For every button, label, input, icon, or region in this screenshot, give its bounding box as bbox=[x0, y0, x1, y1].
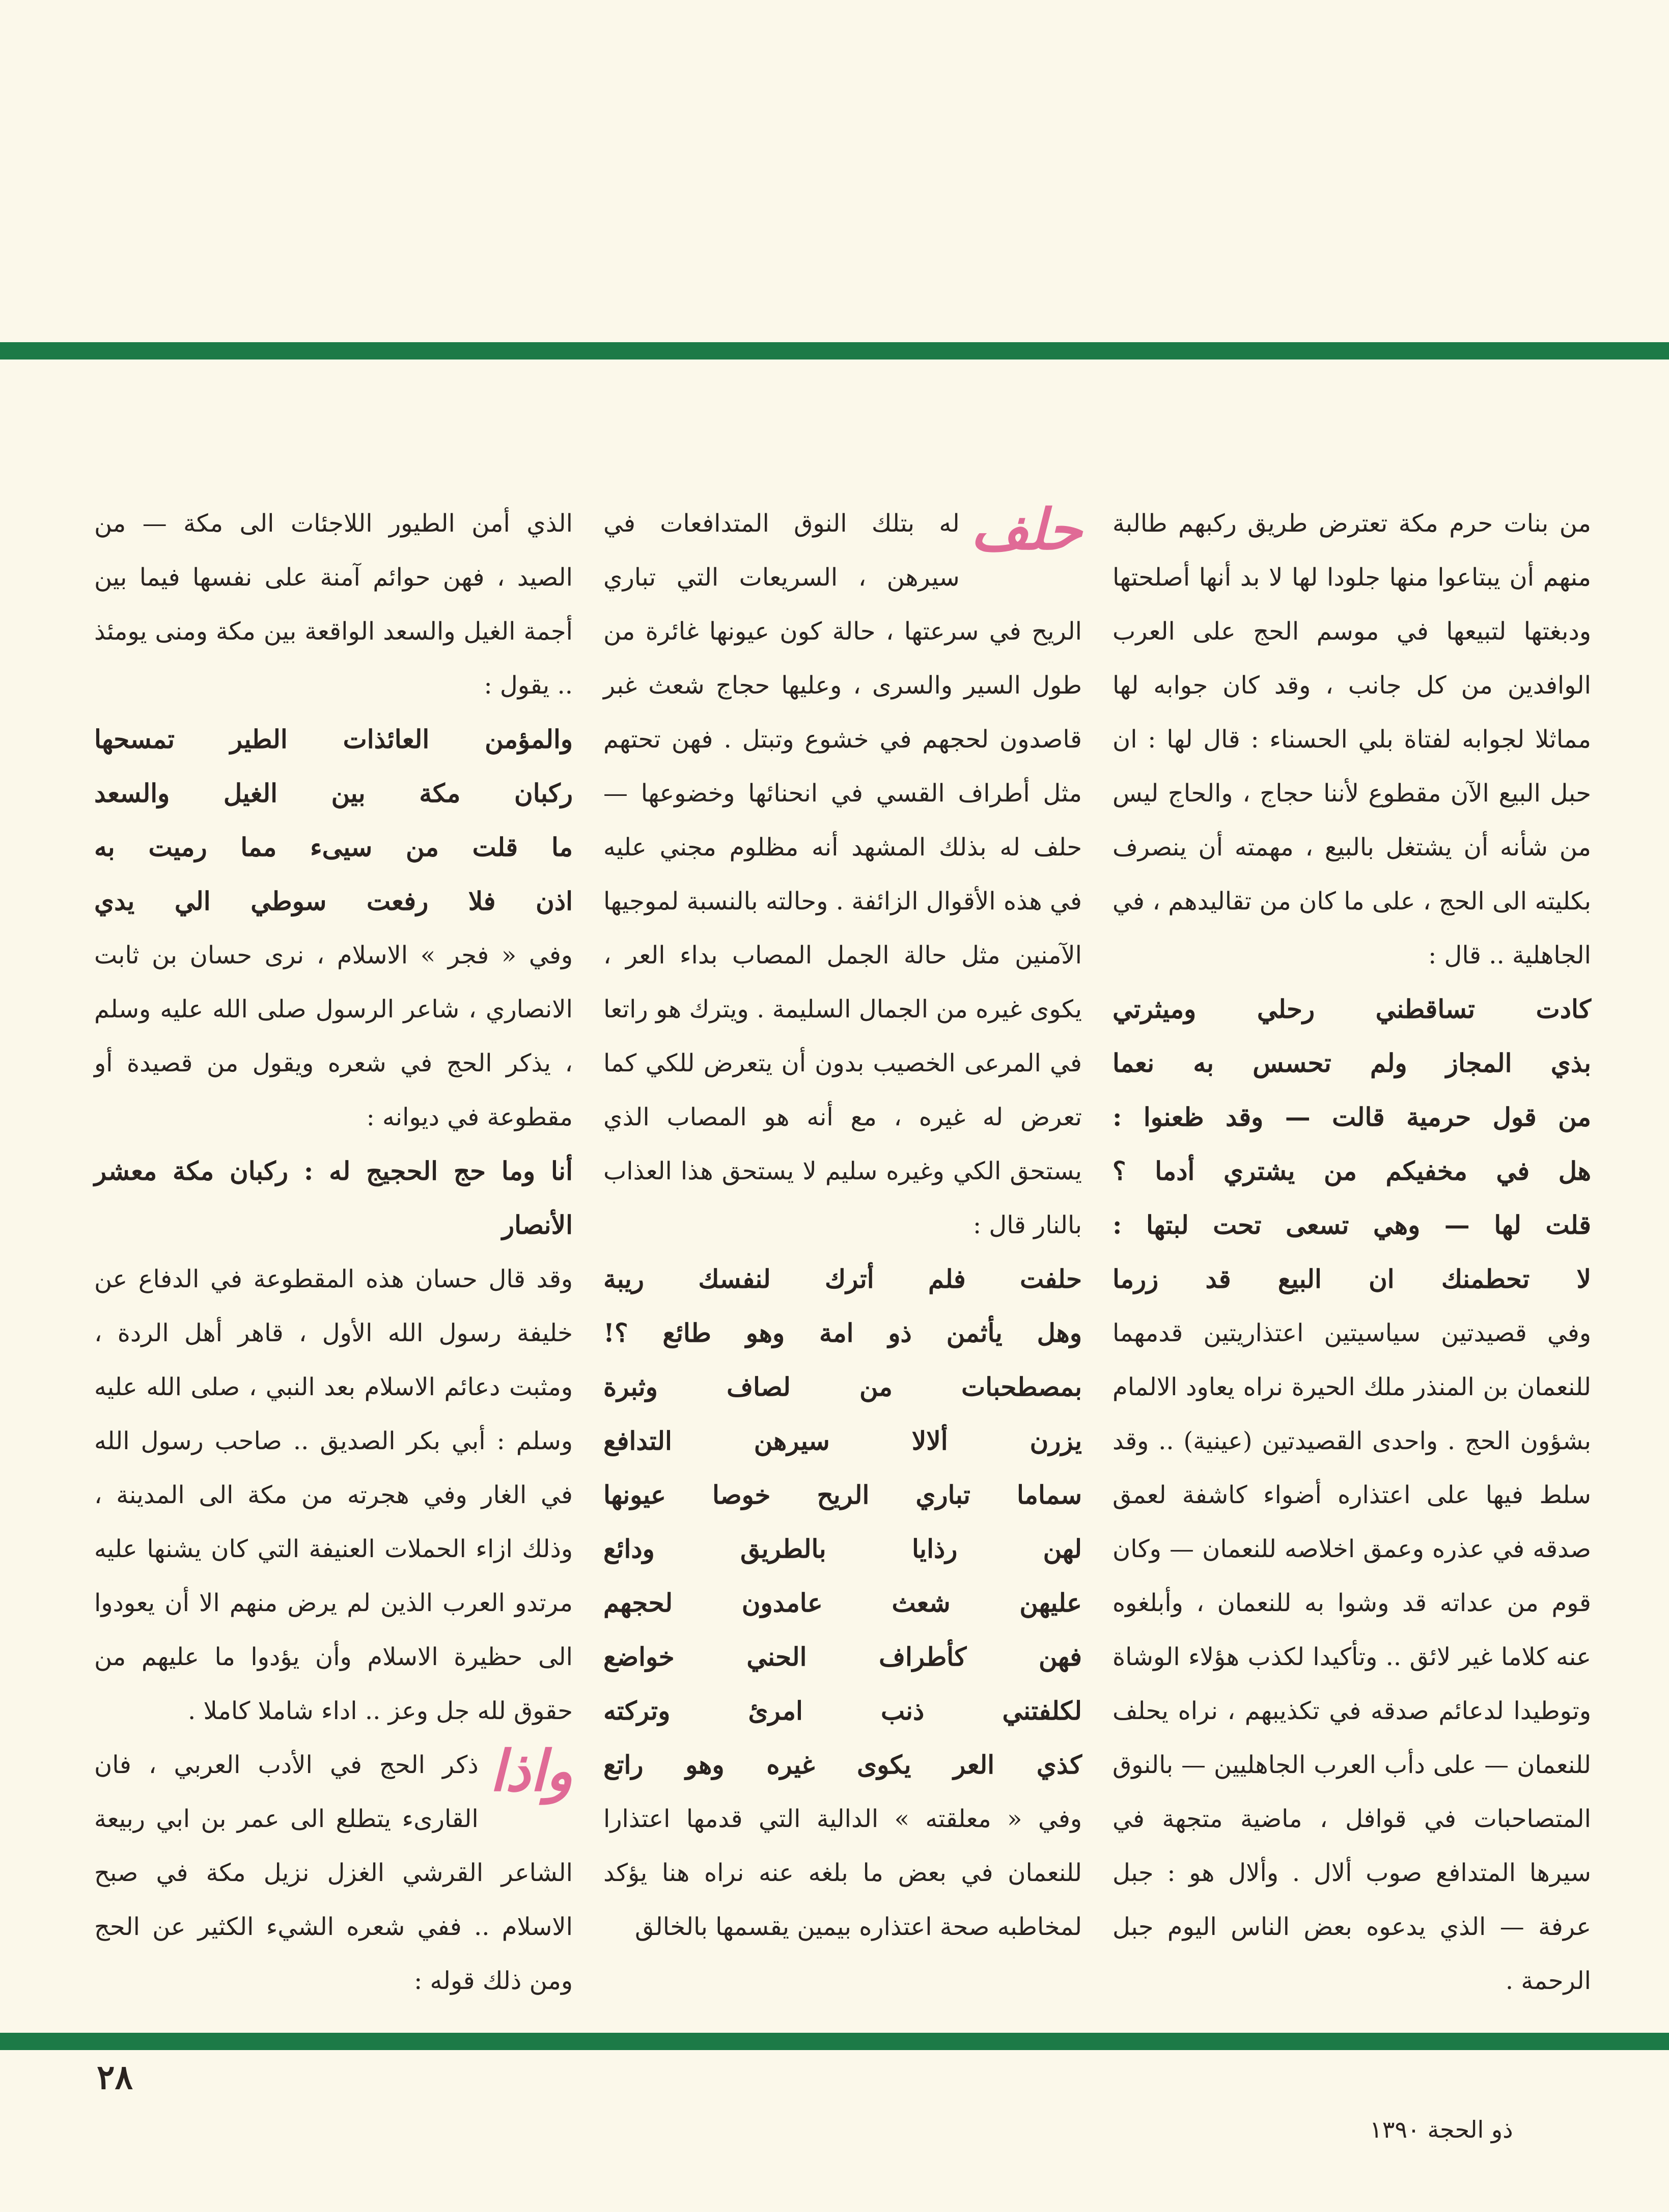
paragraph-text: ذكر الحج في الأدب العربي ، فان القارىء يتطلع الى عمر بن ابي ربيعة الشاعر القرشي الغزل نزيل مكة في صبح الاسلام .. ففي شعره الشيء الكثير عن الحج ومن ذلك قوله : bbox=[94, 1751, 573, 1995]
top-green-rule bbox=[0, 342, 1669, 360]
paragraph: وفي « فجر » الاسلام ، نرى حسان بن ثابت الانصاري ، شاعر الرسول صلى الله عليه وسلم ، يذكر الحج في شعره ويقول من قصيدة أو مقطوعة في ديوانه : bbox=[94, 941, 573, 1131]
paragraph bbox=[603, 496, 1082, 1252]
verse-line: وهل يأثمن ذو امة وهو طائع ؟! bbox=[603, 1318, 1082, 1348]
paragraph: من بنات حرم مكة تعترض طريق ركبهم طالبة منهم أن يبتاعوا منها جلودا لها لا بد أنها أصلحتها ودبغتها لتبيعها في موسم الحج على العرب الوافدين من كل جانب ، وقد كان جوابه لها مماثلا لجوابه لفتاة بلي الحسناء : قال لها : ان حبل البيع الآن مقطوع لأننا حجاج ، والحاج ليس من شأنه أن يشتغل بالبيع ، مهمته أن ينصرف بكليته الى الحج ، على ما كان من تقاليدهم ، في الجاهلية .. قال : bbox=[1112, 509, 1592, 970]
column-right bbox=[1112, 496, 1592, 1995]
verse-line: فهن كأطراف الحني خواضع bbox=[603, 1642, 1082, 1672]
drop-word: واذا bbox=[489, 1738, 573, 1804]
verse-line: عليهن شعث عامدون لحجهم bbox=[603, 1588, 1082, 1618]
verse-line: ركبان مكة بين الغيل والسعد bbox=[94, 778, 573, 808]
verse-line: لهن رذايا بالطريق ودائع bbox=[603, 1534, 1082, 1564]
paragraph-text: له بتلك النوق المتدافعات في سيرهن ، السريعات التي تباري الريح في سرعتها ، حالة كون عيونها غائرة من طول السير والسرى ، وعليها حجاج شعث غبر قاصدون لحجهم في خشوع وتبتل . فهن تحتهم مثل أطراف القسي في انحنائها وخضوعها — حلف له بذلك المشهد أنه مظلوم مجني عليه في هذه الأقوال الزائفة . وحالته بالنسبة لموجيها الآمنين مثل حالة الجمل المصاب بداء العر ، يكوى غيره من الجمال السليمة . ويترك هو راتعا في المرعى الخصيب بدون أن يتعرض للكي كما تعرض له غيره ، مع أنه هو المصاب الذي يستحق الكي وغيره سليم لا يستحق هذا العذاب بالنار قال : bbox=[603, 509, 1082, 1239]
verse-line: يزرن ألالا سيرهن التدافع bbox=[603, 1426, 1082, 1456]
column-middle bbox=[603, 496, 1082, 1941]
paragraph: الذي أمن الطيور اللاجئات الى مكة — من الصيد ، فهن حوائم آمنة على نفسها فيما بين أجمة الغيل والسعد الواقعة بين مكة ومنى يومئذ .. يقول : bbox=[94, 509, 573, 700]
verse-line: بمصطحبات من لصاف وثبرة bbox=[603, 1372, 1082, 1402]
bottom-green-rule bbox=[0, 2033, 1669, 2050]
verse-line: سماما تباري الريح خوصا عيونها bbox=[603, 1480, 1082, 1510]
page-number: ٢٨ bbox=[97, 2057, 133, 2097]
verse-line: لكلفتني ذنب امرئ وتركته bbox=[603, 1696, 1082, 1726]
paragraph: وفي « معلقته » الدالية التي قدمها اعتذارا للنعمان في بعض ما بلغه عنه نراه هنا يؤكد لمخاطبه صحة اعتذاره بيمين يقسمها بالخالق bbox=[603, 1805, 1082, 1941]
verse-line: حلفت فلم أترك لنفسك ريبة bbox=[603, 1264, 1082, 1294]
verse-line: قلت لها — وهي تسعى تحت لبتها : bbox=[1112, 1210, 1591, 1240]
column-left bbox=[94, 496, 573, 1995]
drop-word: حلف bbox=[970, 496, 1082, 562]
paragraph: وفي قصيدتين سياسيتين اعتذاريتين قدمهما للنعمان بن المنذر ملك الحيرة نراه يعاود الالمام بشؤون الحج . واحدى القصيدتين (عينية) .. وقد سلط فيها على اعتذاره أضواء كاشفة لعمق صدقه في عذره وعمق اخلاصه للنعمان — وكان قوم من عداته قد وشوا به للنعمان ، وأبلغوه عنه كلاما غير لائق .. وتأكيدا لكذب هؤلاء الوشاة وتوطيدا لدعائم صدقه في تكذيبهم ، نراه يحلف للنعمان — على دأب العرب الجاهليين — بالنوق المتصاحبات في قوافل ، ماضية متجهة في سيرها المتدافع صوب ألال . وألال هو : جبل عرفة — الذي يدعوه بعض الناس اليوم جبل الرحمة . bbox=[1112, 1319, 1591, 1995]
verse-line: ما قلت من سيىء مما رميت به bbox=[94, 832, 573, 862]
verse-line: اذن فلا رفعت سوطي الي يدي bbox=[94, 886, 573, 916]
verse-line: والمؤمن العائذات الطير تمسحها bbox=[94, 724, 573, 754]
paragraph bbox=[94, 1738, 573, 2008]
verse-line: بذي المجاز ولم تحسس به نعما bbox=[1112, 1048, 1591, 1078]
verse-line: كادت تساقطني رحلي وميثرتي bbox=[1112, 994, 1591, 1024]
verse-line: أنا وما حج الحجيج له : ركبان مكة معشر الأنصار bbox=[94, 1156, 573, 1240]
verse-line: هل في مخفيكم من يشتري أدما ؟ bbox=[1112, 1156, 1591, 1186]
verse-line: لا تحطمنك ان البيع قد زرما bbox=[1112, 1264, 1591, 1294]
verse-line: كذي العر يكوى غيره وهو راتع bbox=[603, 1750, 1082, 1780]
verse-line: من قول حرمية قالت — وقد ظعنوا : bbox=[1112, 1102, 1591, 1132]
paragraph: وقد قال حسان هذه المقطوعة في الدفاع عن خليفة رسول الله الأول ، قاهر أهل الردة ، ومثبت دعائم الاسلام بعد النبي ، صلى الله عليه وسلم : أبي بكر الصديق .. صاحب رسول الله في الغار وفي هجرته من مكة الى المدينة ، وذلك ازاء الحملات العنيفة التي كان يشنها عليه مرتدو العرب الذين لم يرض منهم الا أن يعودوا الى حظيرة الاسلام وأن يؤدوا ما عليهم من حقوق لله جل وعز .. اداء شاملا كاملا . bbox=[94, 1265, 573, 1725]
issue-date: ذو الحجة ١٣٩٠ bbox=[1370, 2116, 1513, 2143]
